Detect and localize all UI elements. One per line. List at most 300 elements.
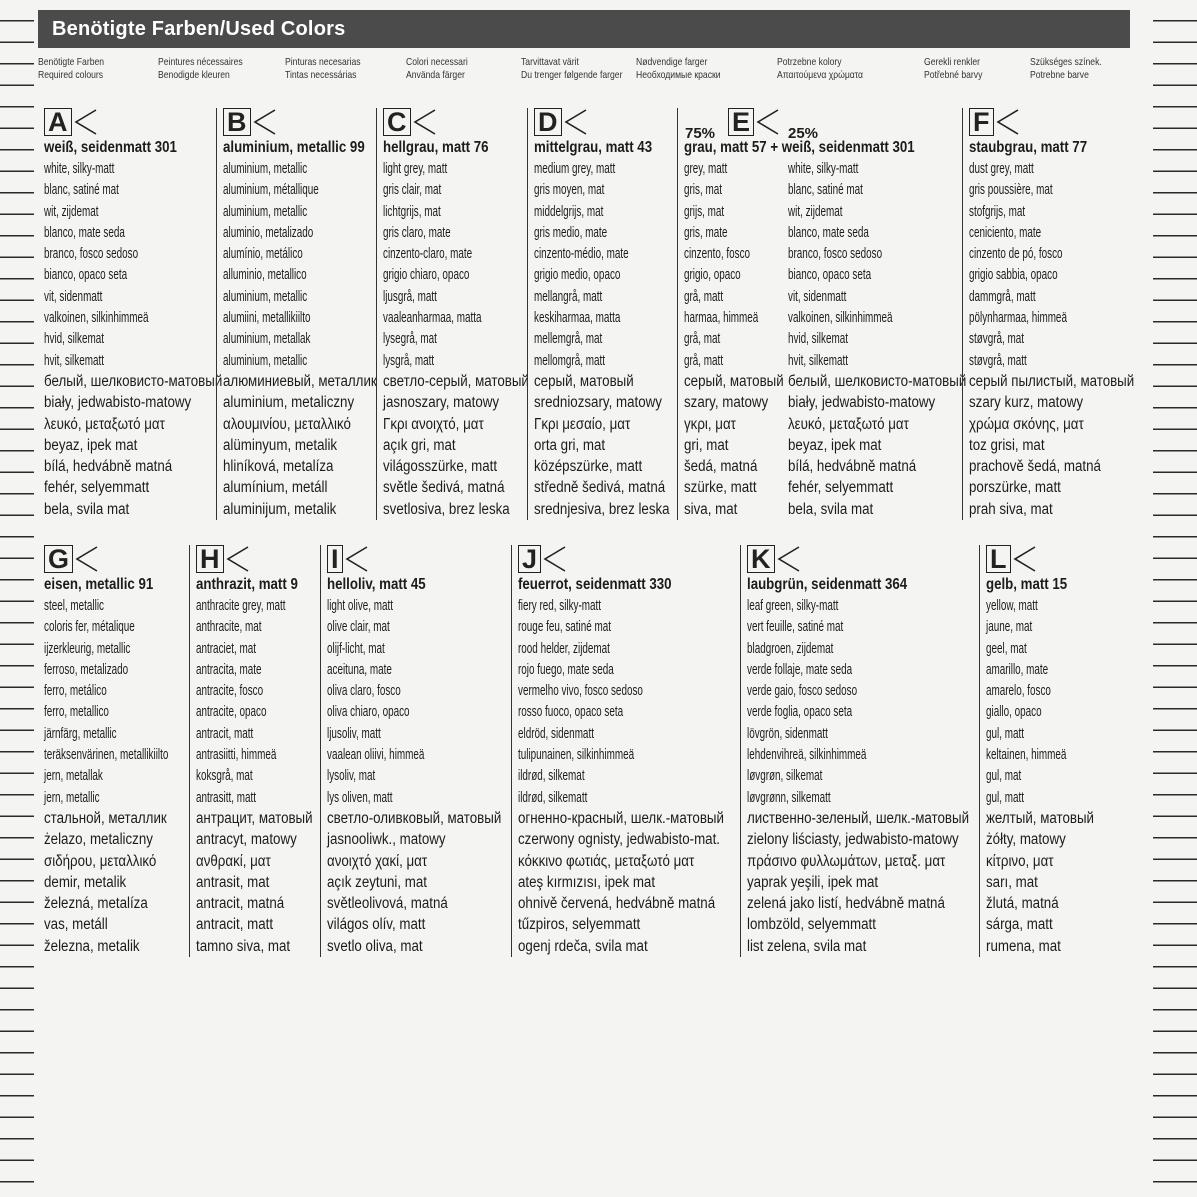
color-entry-e [677, 107, 967, 520]
translation-line: lys oliven, matt [327, 788, 393, 806]
color-letter-label [196, 545, 319, 573]
translation-line: light grey, matt [383, 160, 448, 177]
language-heading-line: Required colours [38, 69, 104, 81]
pointer-arrow-icon [775, 545, 799, 571]
color-letter: F [969, 108, 994, 136]
translation-line: branco, fosco sedoso [788, 245, 883, 263]
language-heading [158, 56, 243, 82]
translation-line: antracit, matná [196, 895, 285, 913]
translation-line: alumínio, metálico [223, 245, 303, 263]
language-heading-line: Απαιτούμενα χρώματα [777, 69, 864, 81]
translation-line: ildrød, silkemat [518, 767, 585, 785]
color-letter-label [223, 108, 374, 136]
translations [534, 158, 677, 520]
translation-line: λευκό, μεταξωτό ματ [788, 415, 909, 433]
language-heading-line: Gerekli renkler [924, 56, 980, 68]
translation-line: πράσινο φυλλωμάτων, μεταξ. ματ [747, 852, 946, 870]
color-letter-label [383, 108, 526, 136]
translation-line: bela, svila mat [44, 500, 130, 518]
translation-line: cinzento de pó, fosco [969, 245, 1063, 263]
translation-line: серый, матовый [684, 372, 784, 390]
translation-line: antrasiitti, himmeä [196, 746, 277, 764]
translation-line: gul, matt [986, 724, 1024, 742]
translation-line: koksgrå, mat [196, 767, 253, 785]
translation-line: κόκκινο φωτιάς, μεταξωτό ματ [518, 852, 695, 870]
language-heading [1030, 56, 1102, 82]
language-heading-line: Peintures nécessaires [158, 56, 243, 68]
translation-line: yellow, matt [986, 597, 1038, 614]
language-heading-line: Nødvendige farger [636, 56, 708, 68]
pointer-arrow-icon [562, 108, 586, 134]
translation-line: vit, sidenmatt [788, 287, 847, 305]
translation-line: fehér, selyemmatt [44, 479, 150, 497]
translation-line: lehdenvihreä, silkinhimmeä [747, 746, 867, 764]
translation-line: белый, шелковисто-матовый [44, 372, 223, 390]
translation-line: yaprak yeşili, ipek mat [747, 873, 879, 891]
color-letter-label [534, 108, 677, 136]
translation-line: cinzento-médio, mate [534, 245, 629, 263]
translation-line: anthracite grey, matt [196, 597, 286, 614]
translation-line: aluminium, métallique [223, 181, 319, 199]
translation-line: zelená jako listí, hedvábně matná [747, 895, 945, 913]
translation-line: zielony liściasty, jedwabisto-matowy [747, 831, 959, 849]
translation-line: grå, matt [684, 287, 724, 305]
mix-percent-right: 25% [788, 125, 819, 142]
translation-line: srednjesiva, brez leska [534, 500, 670, 518]
translations [969, 158, 1135, 520]
translation-line: antracit, matt [196, 916, 274, 934]
color-letter: E [728, 108, 754, 136]
translation-line: λευκό, μεταξωτό ματ [44, 415, 165, 433]
translation-line: amarillo, mate [986, 660, 1049, 678]
color-letter: L [986, 545, 1011, 573]
translation-line: Γκρι ανοιχτό, ματ [383, 415, 484, 433]
color-title: anthrazit, matt 9 [196, 576, 298, 593]
language-heading [521, 56, 622, 82]
translation-line: алюминиевый, металлик [223, 372, 377, 390]
translations [684, 158, 788, 520]
translation-line: антрацит, матовый [196, 809, 313, 827]
translations [327, 595, 510, 957]
translation-line: orta gri, mat [534, 436, 606, 454]
translation-line: cinzento, fosco [684, 245, 751, 263]
translation-line: cinzento-claro, mate [383, 245, 473, 263]
translation-line: giallo, opaco [986, 703, 1042, 721]
translation-line: jern, metallic [44, 788, 100, 806]
translations [383, 158, 529, 520]
translation-line: jasnoszary, matowy [383, 394, 500, 412]
translation-line: светло-оливковый, матовый [327, 809, 502, 827]
language-heading [777, 56, 863, 82]
translation-line: biały, jedwabisto-matowy [44, 394, 192, 412]
translation-line: gul, matt [986, 788, 1024, 806]
language-heading-line: Du trenger følgende farger [521, 69, 623, 81]
translation-line: white, silky-matt [788, 160, 859, 177]
translations [196, 595, 319, 957]
translation-line: κίτρινο, ματ [986, 852, 1054, 870]
color-letter-label [969, 108, 1128, 136]
translation-line: verde foglia, opaco seta [747, 703, 853, 721]
color-entry-j [511, 545, 739, 957]
translation-line: hvid, silkemat [44, 330, 104, 348]
translation-line: ferroso, metalizado [44, 660, 129, 678]
translation-line: sarı, mat [986, 873, 1038, 891]
language-heading-line: Szükséges színek. [1030, 56, 1102, 68]
translation-line: γκρι, ματ [684, 415, 736, 433]
translation-line: χρώμα σκόνης, ματ [969, 415, 1084, 433]
translation-line: αλουμινίου, μεταλλικό [223, 415, 351, 433]
language-heading-line: Tintas necessárias [285, 69, 357, 81]
translations [44, 595, 188, 957]
translation-line: aceituna, mate [327, 660, 392, 678]
translation-line: bílá, hedvábně matná [788, 458, 917, 476]
color-title: gelb, matt 15 [986, 576, 1068, 593]
translation-line: jasnooliwk., matowy [327, 831, 446, 849]
translation-line: ateş kırmızısı, ipek mat [518, 873, 656, 891]
translation-line: toz grisi, mat [969, 436, 1045, 454]
translation-line: sredniozsary, matowy [534, 394, 662, 412]
translation-line: ανθρακί, ματ [196, 852, 271, 870]
translation-line: alüminyum, metalik [223, 436, 338, 454]
translation-line: bela, svila mat [788, 500, 874, 518]
left-tick-margin [0, 0, 34, 1197]
translation-line: vaalean oliivi, himmeä [327, 746, 425, 764]
translation-line: rouge feu, satiné mat [518, 618, 612, 636]
translation-line: grigio, opaco [684, 266, 741, 284]
color-letter-label [747, 545, 978, 573]
translation-line: medium grey, matt [534, 160, 616, 177]
translation-line: antracyt, matowy [196, 831, 297, 849]
translation-line: aluminijum, metalik [223, 500, 337, 518]
translation-line: šedá, matná [684, 458, 758, 476]
translation-line: aluminio, metalizado [223, 223, 314, 241]
translation-line: antrasitt, matt [196, 788, 256, 806]
translation-line: järnfärg, metallic [44, 724, 117, 742]
translation-line: középszürke, matt [534, 458, 643, 476]
translation-line: ljusgrå, matt [383, 287, 437, 305]
translation-line: lysgrå, matt [383, 351, 435, 369]
translation-line: rood helder, zijdemat [518, 639, 610, 657]
translation-line: ceniciento, mate [969, 223, 1042, 241]
translation-line: amarelo, fosco [986, 682, 1051, 700]
color-entry-h [189, 545, 319, 957]
translation-line: hvit, silkematt [44, 351, 104, 369]
translations [44, 158, 223, 520]
color-entry-i [320, 545, 510, 957]
color-title: weiß, seidenmatt 301 [44, 139, 177, 156]
translation-line: grå, mat [684, 330, 721, 348]
translation-line: серый, матовый [534, 372, 634, 390]
translation-line: rojo fuego, mate seda [518, 660, 614, 678]
translation-line: blanc, satiné mat [788, 181, 863, 199]
translation-line: czerwony ognisty, jedwabisto-mat. [518, 831, 721, 849]
translation-line: biały, jedwabisto-matowy [788, 394, 936, 412]
translation-line: eldröd, sidenmatt [518, 724, 594, 742]
translation-line: aluminium, metallic [223, 287, 308, 305]
translation-line: antracita, mate [196, 660, 262, 678]
translation-line: szürke, matt [684, 479, 757, 497]
translation-line: světle šedivá, matná [383, 479, 505, 497]
translation-line: aluminium, metallic [223, 160, 308, 177]
color-letter: B [223, 108, 251, 136]
translation-line: stofgrijs, mat [969, 202, 1026, 220]
language-heading-line: Potřebné barvy [924, 69, 983, 81]
translation-line: желтый, матовый [986, 809, 1094, 827]
translation-line: branco, fosco sedoso [44, 245, 139, 263]
language-heading-line: Benötigte Farben [38, 56, 105, 68]
pointer-arrow-icon [1011, 545, 1035, 571]
language-heading-line: Benodigde kleuren [158, 69, 230, 81]
translation-line: alumínium, metáll [223, 479, 328, 497]
translation-line: grigio medio, opaco [534, 266, 621, 284]
color-entry-l [979, 545, 1129, 957]
translation-line: tűzpiros, selyemmatt [518, 916, 641, 934]
translation-line: gri, mat [684, 436, 729, 454]
translation-line: vert feuille, satiné mat [747, 618, 844, 636]
translation-line: středně šedivá, matná [534, 479, 666, 497]
translation-line: antraciet, mat [196, 639, 256, 657]
translation-line: list zelena, svila mat [747, 937, 867, 955]
translation-line: blanco, mate seda [788, 223, 869, 241]
translation-line: ohnivě červená, hedvábně matná [518, 895, 716, 913]
translation-line: wit, zijdemat [44, 202, 99, 220]
translation-line: aluminium, metallak [223, 330, 311, 348]
language-heading-line: Необходимые краски [636, 69, 721, 81]
translation-line: lysegrå, mat [383, 330, 437, 348]
pointer-arrow-icon [411, 108, 435, 134]
mix-percent-left: 75% [685, 125, 716, 142]
translation-line: огненно-красный, шелк.-матовый [518, 809, 724, 827]
translation-line: gul, mat [986, 767, 1022, 785]
translation-line: żółty, matowy [986, 831, 1066, 849]
translation-line: olive clair, mat [327, 618, 390, 636]
translation-line: bianco, opaco seta [788, 266, 872, 284]
translation-line: steel, metallic [44, 597, 104, 614]
color-letter: H [196, 545, 224, 573]
translation-line: oliva claro, fosco [327, 682, 401, 700]
translation-line: jern, metallak [44, 767, 103, 785]
color-title: eisen, metallic 91 [44, 576, 154, 593]
translation-line: vit, sidenmatt [44, 287, 103, 305]
translation-line: ildrød, silkematt [518, 788, 588, 806]
translation-line: valkoinen, silkinhimmeä [788, 309, 893, 327]
translation-line: olijf-licht, mat [327, 639, 385, 657]
translation-line: svetlo oliva, mat [327, 937, 423, 955]
translation-line: bladgroen, zijdemat [747, 639, 834, 657]
color-letter-label [728, 108, 961, 136]
pointer-arrow-icon [994, 108, 1018, 134]
color-entry-g [38, 545, 188, 957]
right-tick-margin [1153, 0, 1197, 1197]
translation-line: aluminium, metallic [223, 351, 308, 369]
translation-line: lichtgrijs, mat [383, 202, 441, 220]
translation-line: grå, matt [684, 351, 724, 369]
translation-line: bianco, opaco seta [44, 266, 128, 284]
translation-line: gris claro, mate [383, 223, 451, 241]
color-letter: J [518, 545, 541, 573]
translation-line: világosszürke, matt [383, 458, 498, 476]
translation-line: серый пылистый, матовый [969, 372, 1135, 390]
color-title: laubgrün, seidenmatt 364 [747, 576, 908, 593]
pointer-arrow-icon [73, 545, 97, 571]
translation-line: grey, matt [684, 160, 728, 177]
translation-line: vermelho vivo, fosco sedoso [518, 682, 643, 700]
translation-line: hvit, silkematt [788, 351, 848, 369]
translation-line: coloris fer, métalique [44, 618, 135, 636]
color-title: feuerrot, seidenmatt 330 [518, 576, 672, 593]
color-entry-a [38, 107, 223, 520]
translation-line: lysoliv, mat [327, 767, 376, 785]
translation-line: fiery red, silky-matt [518, 597, 602, 614]
translation-line: mellemgrå, mat [534, 330, 603, 348]
translation-line: tamno siva, mat [196, 937, 291, 955]
translation-line: açık zeytuni, mat [327, 873, 428, 891]
translation-line: hliníková, metalíza [223, 458, 334, 476]
translation-line: gris poussière, mat [969, 181, 1053, 199]
language-heading-line: Tarvittavat värit [521, 56, 579, 68]
translation-line: gris medio, mate [534, 223, 608, 241]
color-entry-d [527, 108, 677, 520]
translation-line: grigio chiaro, opaco [383, 266, 470, 284]
pointer-arrow-icon [72, 108, 96, 134]
language-heading [285, 56, 361, 82]
language-heading-line: Colori necessari [406, 56, 468, 68]
translation-line: porszürke, matt [969, 479, 1061, 497]
translation-line: alumiini, metallikiilto [223, 309, 311, 327]
translations [986, 595, 1129, 957]
translation-line: hvid, silkemat [788, 330, 848, 348]
language-heading [636, 56, 721, 82]
translation-line: dust grey, matt [969, 160, 1034, 177]
translation-line: alluminio, metallico [223, 266, 307, 284]
translation-line: белый, шелковисто-матовый [788, 372, 967, 390]
color-letter-label [44, 108, 216, 136]
translation-line: støvgrå, mat [969, 330, 1025, 348]
translation-line: világos olív, matt [327, 916, 426, 934]
translation-line: vas, metáll [44, 916, 108, 934]
translation-line: lombzöld, selyemmatt [747, 916, 876, 934]
translation-line: teräksenvärinen, metallikiilto [44, 746, 169, 764]
translation-line: prachově šedá, matná [969, 458, 1101, 476]
pointer-arrow-icon [754, 108, 778, 134]
color-title: staubgrau, matt 77 [969, 139, 1088, 156]
translation-line: blanco, mate seda [44, 223, 125, 241]
translation-line: bílá, hedvábně matná [44, 458, 173, 476]
translation-line: szary kurz, matowy [969, 394, 1084, 412]
translation-line: jaune, mat [986, 618, 1033, 636]
translation-line: dammgrå, matt [969, 287, 1036, 305]
color-letter-label [327, 545, 510, 573]
translation-line: antrasit, mat [196, 873, 270, 891]
color-title: helloliv, matt 45 [327, 576, 426, 593]
color-entry-k [740, 545, 978, 957]
translation-line: løvgrøn, silkemat [747, 767, 823, 785]
translation-line: blanc, satiné mat [44, 181, 119, 199]
translation-line: verde follaje, mate seda [747, 660, 853, 678]
color-title: hellgrau, matt 76 [383, 139, 489, 156]
color-letter: C [383, 108, 411, 136]
pointer-arrow-icon [541, 545, 565, 571]
translation-line: wit, zijdemat [788, 202, 843, 220]
translation-line: σιδήρου, μεταλλικό [44, 852, 157, 870]
translation-line: aluminium, metallic [223, 202, 308, 220]
translation-line: Γκρι μεσαίο, ματ [534, 415, 631, 433]
translation-line: anthracite, mat [196, 618, 262, 636]
translation-line: grijs, mat [684, 202, 725, 220]
color-entry-f [962, 107, 1135, 520]
color-letter: D [534, 108, 562, 136]
translation-line: tulipunainen, silkinhimmeä [518, 746, 635, 764]
translation-line: antracit, matt [196, 724, 254, 742]
page-title: Benötigte Farben/Used Colors [38, 10, 1130, 48]
translation-line: svetlosiva, brez leska [383, 500, 510, 518]
translation-line: antracite, fosco [196, 682, 264, 700]
translation-line: żelazo, metaliczny [44, 831, 153, 849]
translation-line: mellomgrå, matt [534, 351, 605, 369]
translation-line: ανοιχτό χακί, ματ [327, 852, 428, 870]
translation-line: beyaz, ipek mat [44, 436, 138, 454]
language-heading-line: Potrzebne kolory [777, 56, 842, 68]
language-heading [924, 56, 982, 82]
color-letter-label [44, 545, 188, 573]
color-entry-b [216, 107, 377, 520]
translation-line: lövgrön, sidenmatt [747, 724, 828, 742]
translations [223, 158, 377, 520]
translation-line: fehér, selyemmatt [788, 479, 894, 497]
translation-line: železna, metalik [44, 937, 140, 955]
translation-line: açık gri, mat [383, 436, 456, 454]
translation-line: gris, mat [684, 181, 722, 199]
translation-line: szary, matowy [684, 394, 769, 412]
mix-translations [684, 158, 967, 520]
color-letter: I [327, 545, 343, 573]
translation-line: ljusoliv, matt [327, 724, 381, 742]
translation-line: gris, mate [684, 223, 728, 241]
pointer-arrow-icon [251, 108, 275, 134]
pointer-arrow-icon [343, 545, 367, 571]
translation-line: demir, metalik [44, 873, 127, 891]
translation-line: gris moyen, mat [534, 181, 605, 199]
color-letter: A [44, 108, 72, 136]
translation-line: grigio sabbia, opaco [969, 266, 1058, 284]
translation-line: white, silky-matt [44, 160, 115, 177]
translation-line: middelgrijs, mat [534, 202, 604, 220]
color-title: grau, matt 57 + weiß, seidenmatt 301 [684, 139, 915, 156]
translation-line: keltainen, himmeä [986, 746, 1067, 764]
translation-line: železná, metalíza [44, 895, 148, 913]
language-heading [406, 56, 468, 82]
translation-line: harmaa, himmeä [684, 309, 759, 327]
translation-line: valkoinen, silkinhimmeä [44, 309, 149, 327]
translation-line: ferro, metallico [44, 703, 109, 721]
translations [747, 595, 978, 957]
translation-line: verde gaio, fosco sedoso [747, 682, 858, 700]
translation-line: antracite, opaco [196, 703, 267, 721]
translation-line: støvgrå, matt [969, 351, 1027, 369]
translation-line: ijzerkleurig, metallic [44, 639, 131, 657]
color-letter: K [747, 545, 775, 573]
translation-line: leaf green, silky-matt [747, 597, 839, 614]
language-heading [38, 56, 104, 82]
translation-line: beyaz, ipek mat [788, 436, 882, 454]
translation-line: geel, mat [986, 639, 1027, 657]
translation-line: keskiharmaa, matta [534, 309, 621, 327]
translation-line: стальной, металлик [44, 809, 167, 827]
translation-line: rumena, mat [986, 937, 1061, 955]
translation-line: ogenj rdeča, svila mat [518, 937, 648, 955]
color-title: aluminium, metallic 99 [223, 139, 365, 156]
color-letter: G [44, 545, 73, 573]
